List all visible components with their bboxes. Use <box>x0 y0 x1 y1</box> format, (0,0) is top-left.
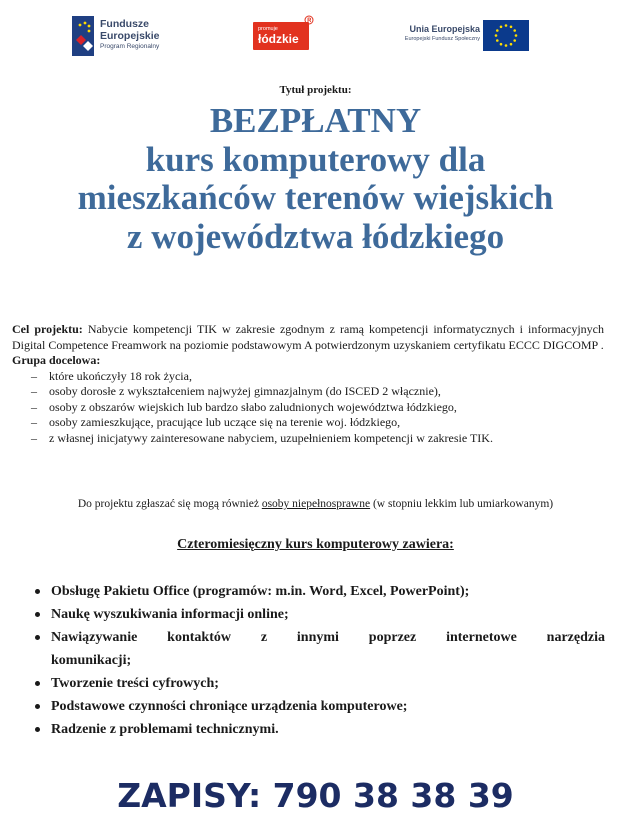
note-underlined: osoby niepełnosprawne <box>261 498 371 510</box>
list-item: Tworzenie treści cyfrowych; <box>35 672 605 695</box>
title-line-2: kurs komputerowy dla <box>145 139 486 179</box>
unia-europejska-logo <box>384 20 534 54</box>
title-line-1: BEZPŁATNY <box>209 101 422 140</box>
target-group-list <box>12 369 604 447</box>
list-item-text: osoby zamieszkujące, pracujące lub uczące się na terenie woj. łódzkiego, <box>49 415 401 429</box>
list-item: Naukę wyszukiwania informacji online; <box>35 603 605 626</box>
list-item-text: które ukończyły 18 rok życia, <box>49 368 192 383</box>
list-item <box>35 626 605 649</box>
list-item: Radzenie z problemami technicznymi. <box>35 718 605 741</box>
lodzkie-small-text: promuje <box>258 26 278 32</box>
course-header: Czteromiesięczny kurs komputerowy zawiera: <box>177 537 454 552</box>
list-item-line: Nawiązywanie kontaktów z innymi poprzez internetowe narzędzia <box>51 630 605 645</box>
target-group-label: Grupa docelowa: <box>12 353 101 367</box>
disability-note <box>0 498 631 510</box>
list-item: Obsługę Pakietu Office (programów: m.in. Word, Excel, PowerPoint); <box>35 580 605 603</box>
lodzkie-big-text: łódzkie <box>258 32 299 46</box>
fe-star-icon <box>72 16 94 56</box>
project-details <box>12 322 604 446</box>
eu-flag-icon <box>483 20 529 51</box>
note-before: Do projektu zgłaszać się mogą również <box>77 498 262 510</box>
list-item <box>12 400 604 416</box>
title-line-4: z województwa łódzkiego <box>126 216 505 256</box>
ue-line2: Europejski Fundusz Społeczny <box>404 36 480 42</box>
project-title <box>0 102 631 256</box>
list-item-text: z własnej inicjatywy zainteresowane nabyciem, uzupełnieniem kompetencji w zakresie TIK. <box>49 430 493 445</box>
list-item: Podstawowe czynności chroniące urządzenia komputerowe; <box>35 695 605 718</box>
list-item-text: osoby z obszarów wiejskich lub bardzo słabo zaludnionych województwa łódzkiego, <box>49 399 457 414</box>
dash-marker: – <box>31 430 37 445</box>
note-after: (w stopniu lekkim lub umiarkowanym) <box>370 498 554 510</box>
dash-marker: – <box>31 384 37 398</box>
dash-marker: – <box>31 415 37 429</box>
list-item-continuation: komunikacji; <box>51 653 132 668</box>
list-item <box>12 431 604 447</box>
title-line-3: mieszkańców terenów wiejskich <box>77 178 554 217</box>
fe-line3: Program Regionalny <box>100 43 160 50</box>
project-goal <box>12 322 604 353</box>
list-item <box>12 415 604 431</box>
project-title-label: Tytuł projektu: <box>279 84 352 96</box>
goal-text: Nabycie kompetencji TIK w zakresie zgodnym z ramą kompetencji informatycznych i informacyjnych Digital Competence Freamwork na poziomie podstawowym A potwierdzonym uzyskaniem certyfikatu ECCC DIGCOMP . <box>12 322 604 352</box>
lodzkie-logo <box>253 22 309 50</box>
list-item-text: osoby dorosłe z wykształceniem najwyżej gimnazjalnym (do ISCED 2 włącznie), <box>49 384 441 398</box>
fe-line2: Europejskie <box>100 30 160 42</box>
ue-line1: Unia Europejska <box>409 24 480 34</box>
registered-icon <box>304 15 314 25</box>
list-item <box>12 369 604 385</box>
signup-phone: ZAPISY: 790 38 38 39 <box>117 776 514 815</box>
dash-marker: – <box>31 368 37 383</box>
dash-marker: – <box>31 399 37 414</box>
list-item <box>12 384 604 400</box>
fe-line1: Fundusze <box>100 18 149 30</box>
fundusze-europejskie-logo <box>72 16 182 56</box>
goal-label: Cel projektu: <box>12 322 83 336</box>
logo-bar <box>0 10 631 60</box>
course-content-list <box>35 580 605 741</box>
